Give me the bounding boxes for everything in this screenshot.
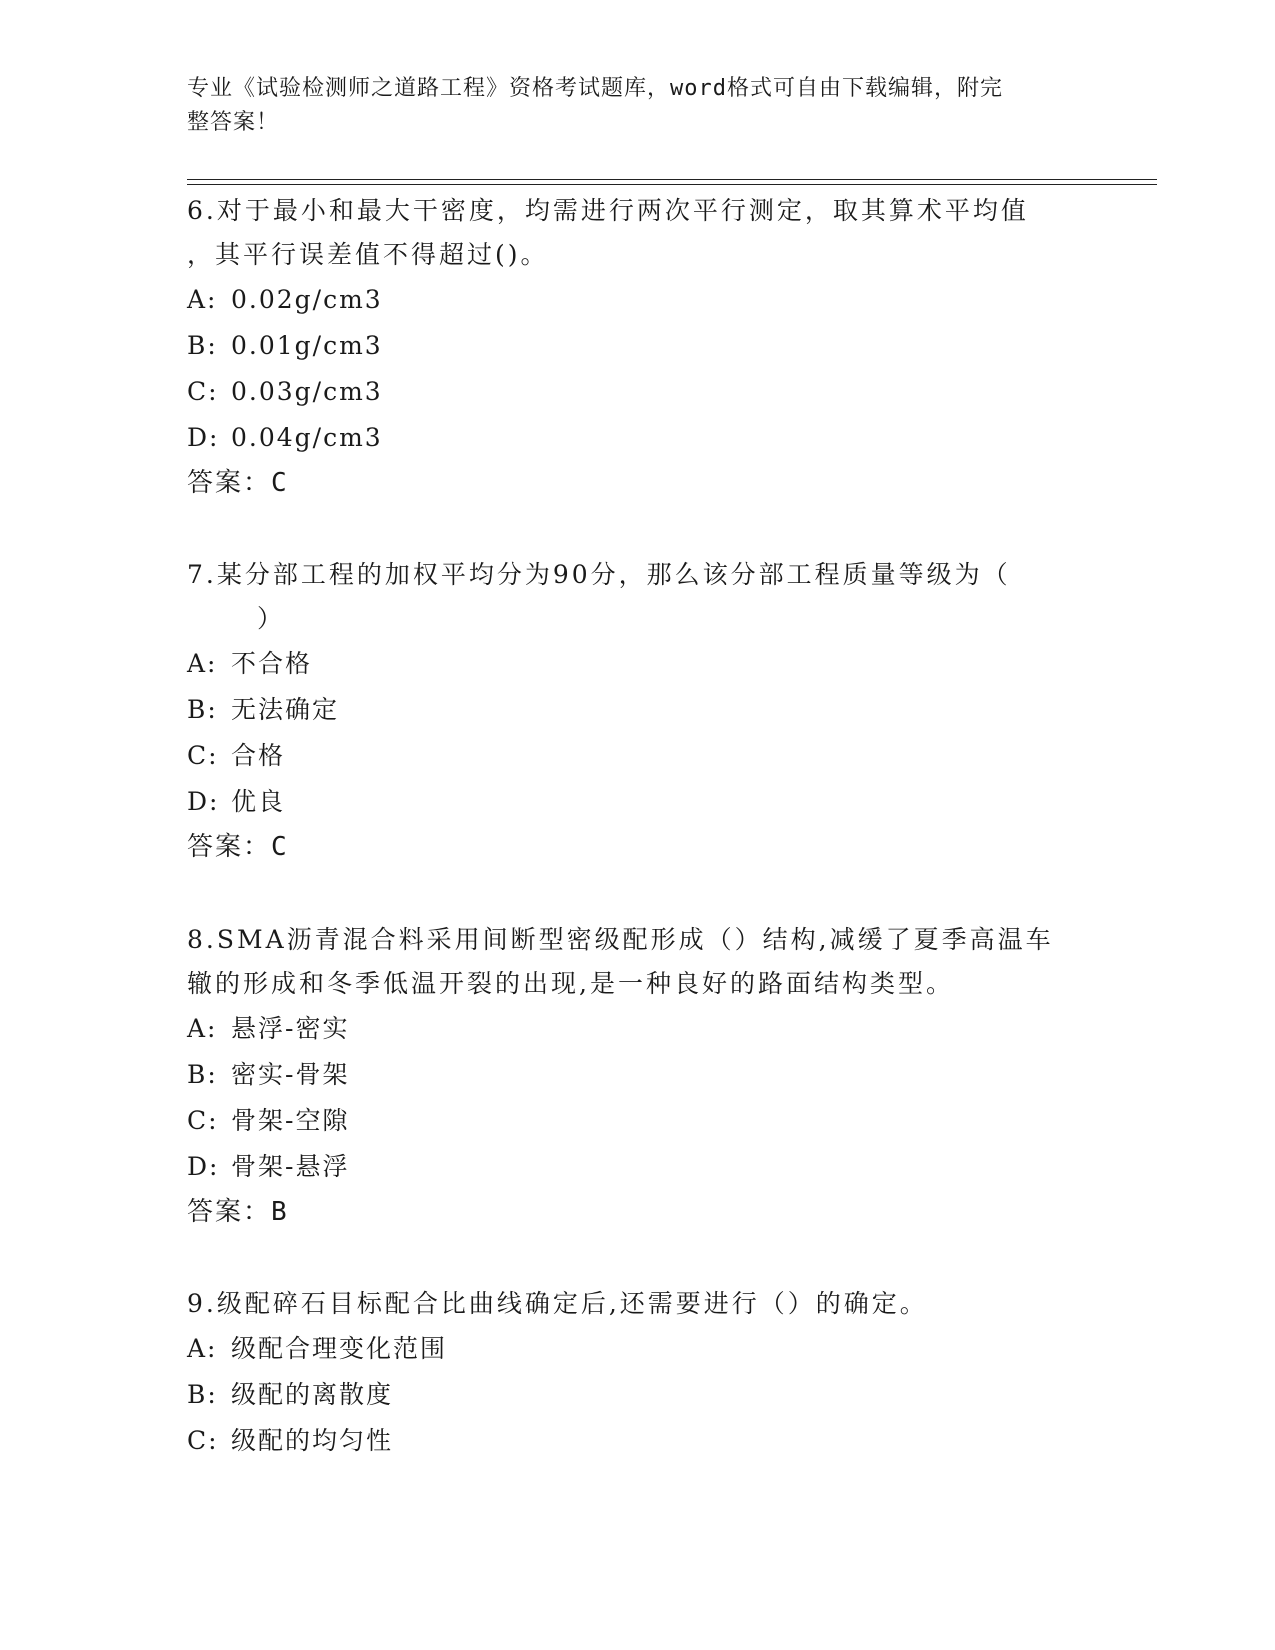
option-label: B: [187, 1380, 218, 1409]
option-text: 不合格 [231, 649, 313, 678]
header-line-1: 专业《试验检测师之道路工程》资格考试题库，word格式可自由下载编辑，附完 [187, 76, 1003, 101]
question-text-line-1: 8.SMA沥青混合料采用间断型密级配形成（）结构,减缓了夏季高温车 [187, 925, 1054, 954]
option-d [187, 415, 1067, 461]
option-b [187, 687, 1067, 733]
question-7 [187, 553, 1067, 869]
document-header [187, 72, 1067, 140]
option-label: B: [187, 331, 218, 360]
option-label: A: [187, 649, 218, 678]
question-text-line-2 [187, 597, 1067, 641]
option-text: 0.03g/cm3 [231, 377, 383, 406]
option-text: 0.01g/cm3 [231, 331, 383, 360]
answer: 答案：C [187, 832, 289, 862]
option-label: A: [187, 1014, 218, 1043]
question-8 [187, 918, 1067, 1234]
option-label: C: [187, 1106, 219, 1135]
option-b [187, 1052, 1067, 1098]
option-label: C: [187, 377, 219, 406]
option-text: 0.02g/cm3 [231, 285, 383, 314]
question-6 [187, 189, 1067, 505]
question-text-line-1: 9.级配碎石目标配合比曲线确定后,还需要进行（）的确定。 [187, 1289, 928, 1318]
answer: 答案：B [187, 1197, 289, 1227]
option-label: C: [187, 1426, 219, 1455]
option-b [187, 1372, 1067, 1418]
option-c [187, 1098, 1067, 1144]
question-text-line-1: 7.某分部工程的加权平均分为90分，那么该分部工程质量等级为（ [187, 560, 1011, 589]
option-label: A: [187, 1334, 218, 1363]
question-text-line-2: ，其平行误差值不得超过()。 [187, 240, 549, 269]
option-label: D: [187, 787, 220, 816]
option-text: 级配的均匀性 [231, 1426, 394, 1455]
option-label: B: [187, 695, 218, 724]
option-text: 0.04g/cm3 [231, 423, 383, 452]
header-divider-top [187, 179, 1157, 180]
option-c [187, 733, 1067, 779]
option-text: 密实-骨架 [231, 1060, 350, 1089]
option-text: 级配的离散度 [231, 1380, 394, 1409]
option-a [187, 1006, 1067, 1052]
option-c [187, 369, 1067, 415]
option-text: 悬浮-密实 [231, 1014, 350, 1043]
header-line-2: 整答案！ [187, 110, 280, 135]
option-a [187, 1326, 1067, 1372]
option-text: 无法确定 [231, 695, 340, 724]
option-label: D: [187, 423, 220, 452]
option-text: 优良 [231, 787, 286, 816]
question-text-line-1: 6.对于最小和最大干密度，均需进行两次平行测定，取其算术平均值 [187, 196, 1029, 225]
option-text: 骨架-空隙 [231, 1106, 350, 1135]
option-b [187, 323, 1067, 369]
option-a [187, 277, 1067, 323]
option-label: A: [187, 285, 218, 314]
option-a [187, 641, 1067, 687]
option-label: C: [187, 741, 219, 770]
option-text: 合格 [231, 741, 286, 770]
question-text-line-2-content: ） [257, 604, 286, 633]
option-text: 骨架-悬浮 [231, 1152, 350, 1181]
answer: 答案：C [187, 468, 289, 498]
option-label: B: [187, 1060, 218, 1089]
option-label: D: [187, 1152, 220, 1181]
option-text: 级配合理变化范围 [231, 1334, 448, 1363]
header-divider-bottom [187, 184, 1157, 185]
question-text-line-2: 辙的形成和冬季低温开裂的出现,是一种良好的路面结构类型。 [187, 969, 954, 998]
option-c [187, 1418, 1067, 1464]
option-d [187, 1144, 1067, 1190]
option-d [187, 779, 1067, 825]
question-9 [187, 1282, 1067, 1464]
